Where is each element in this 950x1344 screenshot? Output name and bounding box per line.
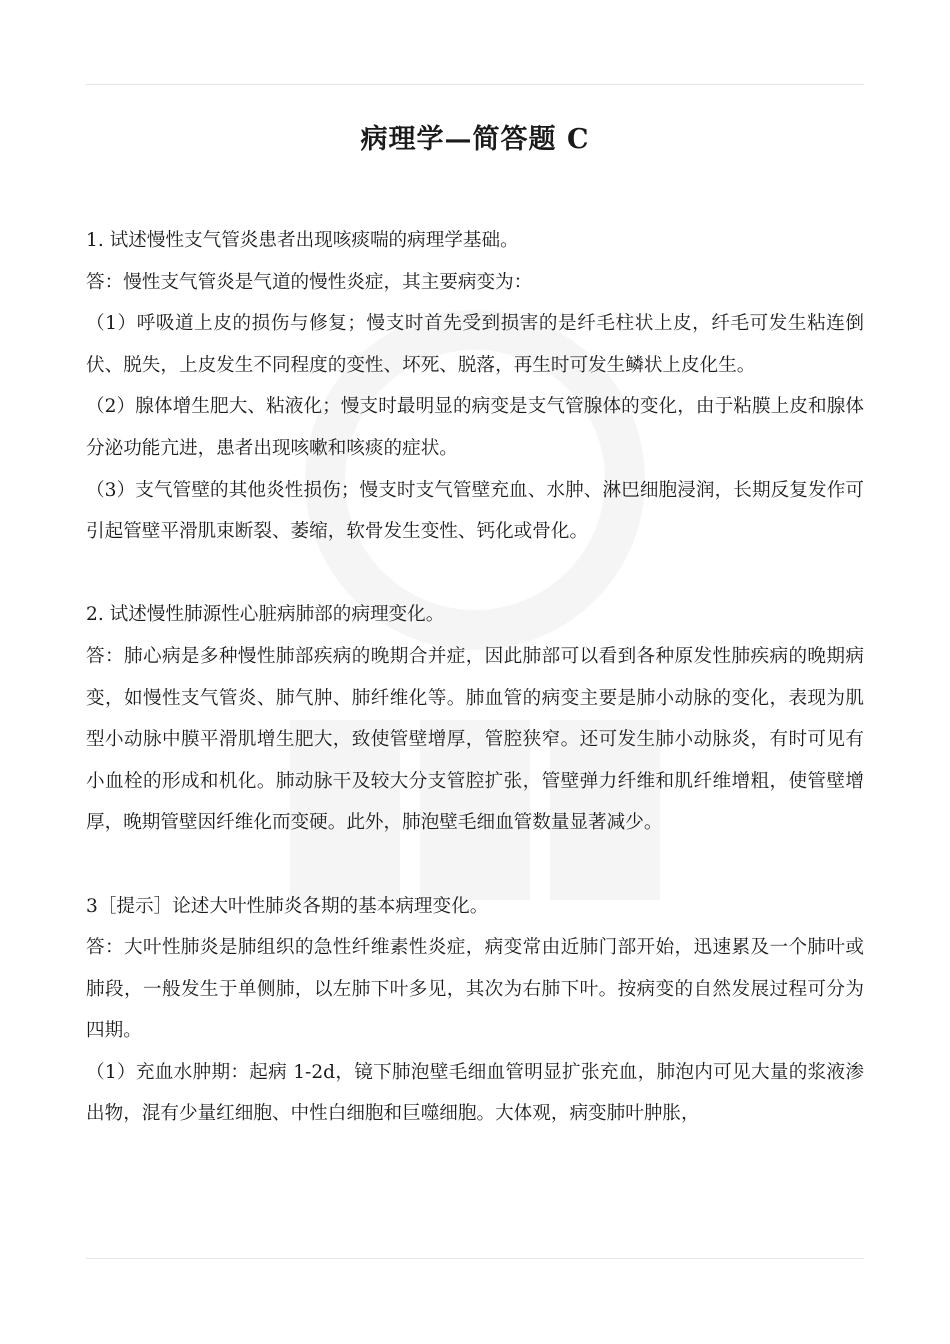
section-spacer	[86, 553, 864, 595]
answer-1-point-3: （3）支气管壁的其他炎性损伤；慢支时支气管壁充血、水肿、淋巴细胞浸润，长期反复发作可引起管壁平滑肌束断裂、萎缩，软骨发生变性、钙化或骨化。	[86, 479, 864, 543]
page-title: 病理学—简答题 C	[360, 124, 590, 155]
answer-1-point-2: （2）腺体增生肥大、粘液化；慢支时最明显的病变是支气管腺体的变化，由于粘膜上皮和腺体分泌功能亢进，患者出现咳嗽和咳痰的症状。	[86, 396, 864, 459]
document-body	[86, 220, 864, 1135]
answer-1-intro: 答：慢性支气管炎是气道的慢性炎症，其主要病变为：	[86, 271, 533, 293]
section-spacer	[86, 844, 864, 886]
question-2: 2. 试述慢性肺源性心脏病肺部的病理变化。	[86, 604, 445, 626]
answer-3-point-1: （1）充血水肿期：起病 1-2d，镜下肺泡壁毛细血管明显扩张充血，肺泡内可见大量的浆液渗出物，混有少量红细胞、中性白细胞和巨噬细胞。大体观，病变肺叶肿胀，	[86, 1061, 864, 1125]
question-1: 1. 试述慢性支气管炎患者出现咳痰喘的病理学基础。	[86, 230, 519, 251]
header-rule	[86, 84, 864, 85]
answer-1-point-1: （1）呼吸道上皮的损伤与修复；慢支时首先受到损害的是纤毛柱状上皮，纤毛可发生粘连倒伏、脱失，上皮发生不同程度的变性、坏死、脱落，再生时可发生鳞状上皮化生。	[86, 313, 864, 376]
footer-rule	[86, 1258, 864, 1259]
answer-2: 答：肺心病是多种慢性肺部疾病的晚期合并症，因此肺部可以看到各种原发性肺疾病的晚期病变，如慢性支气管炎、肺气肿、肺纤维化等。肺血管的病变主要是肺小动脉的变化，表现为肌型小动脉中膜平滑肌增生肥大，致使管壁增厚，管腔狭窄。还可发生肺小动脉炎，有时可见有小血栓的形成和机化。肺动脉干及较大分支管腔扩张，管壁弹力纤维和肌纤维增粗，使管壁增厚，晚期管壁因纤维化而变硬。此外，肺泡壁毛细血管数量显著减少。	[86, 645, 864, 834]
answer-3-intro: 答：大叶性肺炎是肺组织的急性纤维素性炎症，病变常由近肺门部开始，迅速累及一个肺叶或肺段，一般发生于单侧肺，以左肺下叶多见，其次为右肺下叶。按病变的自然发展过程可分为四期。	[86, 937, 864, 1042]
question-3: 3［提示］论述大叶性肺炎各期的基本病理变化。	[86, 895, 489, 917]
